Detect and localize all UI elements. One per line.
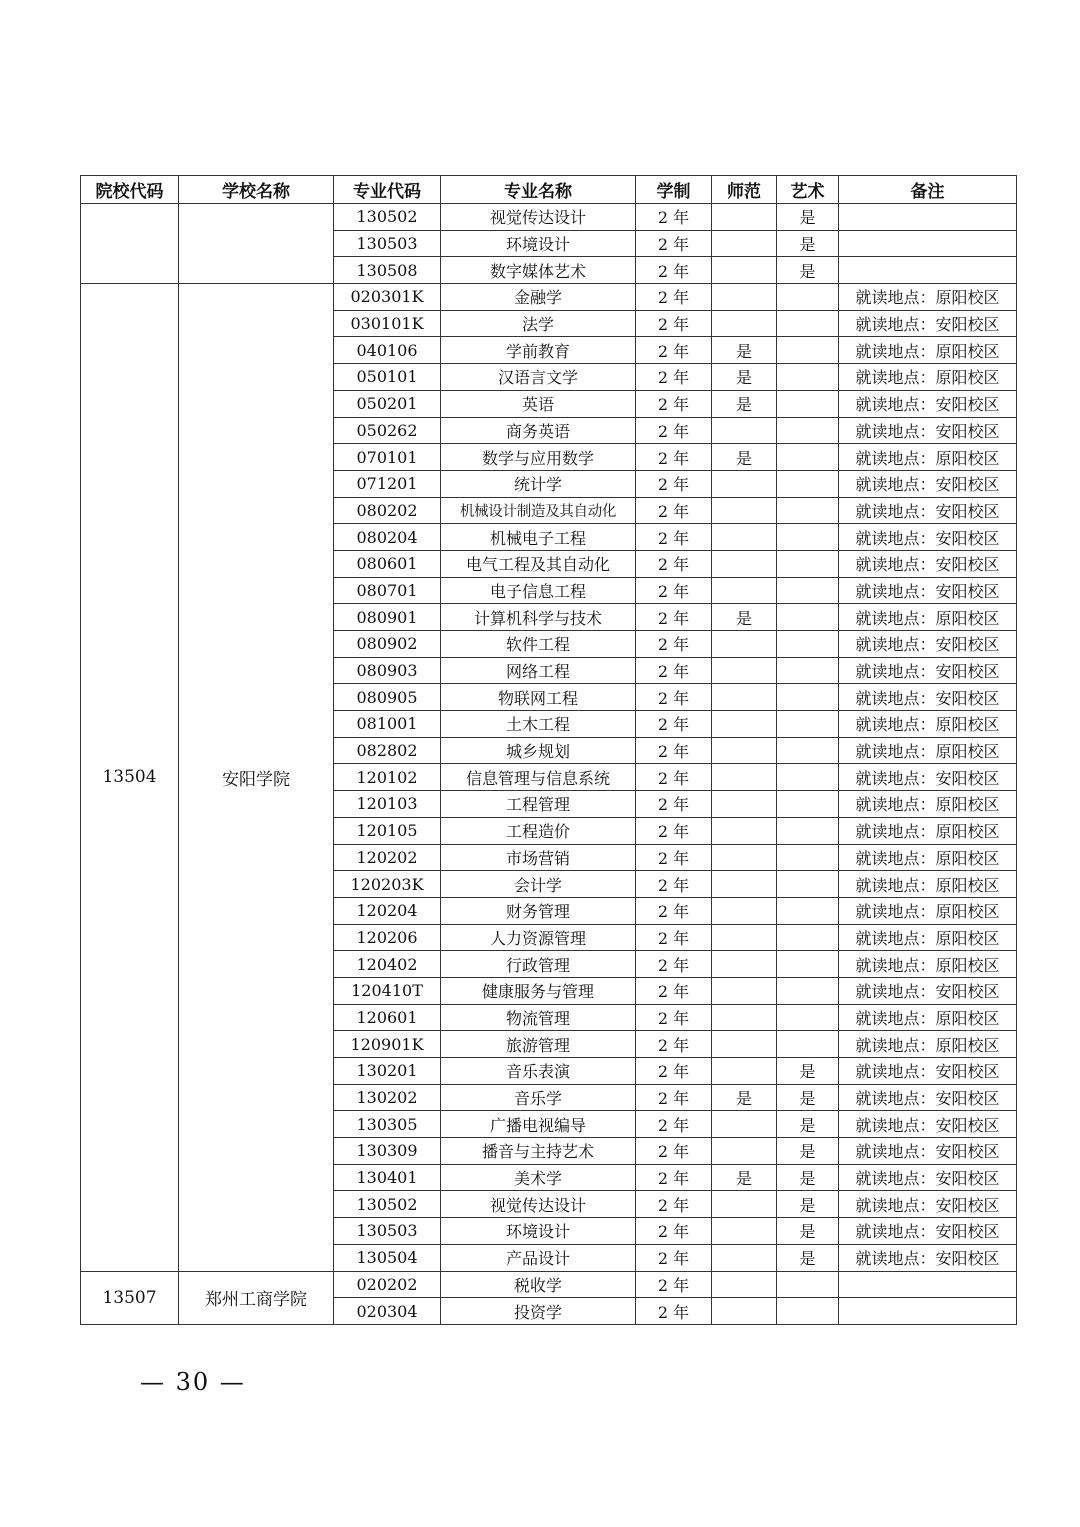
- major-code-cell: 130504: [334, 1244, 441, 1271]
- duration-cell: 2 年: [636, 1138, 712, 1165]
- table-row: [81, 284, 1017, 311]
- art-cell: [777, 711, 839, 738]
- art-cell: [777, 791, 839, 818]
- normal-cell: 是: [712, 364, 777, 391]
- normal-cell: [712, 550, 777, 577]
- major-code-cell: 030101K: [334, 310, 441, 337]
- note-cell: 就读地点：原阳校区: [839, 791, 1017, 818]
- normal-cell: [712, 417, 777, 444]
- normal-cell: [712, 310, 777, 337]
- note-cell: [839, 204, 1017, 231]
- art-cell: 是: [777, 257, 839, 284]
- duration-cell: 2 年: [636, 1191, 712, 1218]
- duration-cell: 2 年: [636, 1244, 712, 1271]
- major-name-cell: 信息管理与信息系统: [441, 764, 636, 791]
- duration-cell: 2 年: [636, 1164, 712, 1191]
- art-cell: 是: [777, 230, 839, 257]
- major-code-cell: 130508: [334, 257, 441, 284]
- duration-cell: 2 年: [636, 417, 712, 444]
- major-name-cell: 商务英语: [441, 417, 636, 444]
- school-code-cell: [81, 204, 179, 284]
- major-name-cell: 环境设计: [441, 230, 636, 257]
- table-header: [81, 176, 1017, 204]
- note-cell: 就读地点：安阳校区: [839, 1191, 1017, 1218]
- art-cell: 是: [777, 1058, 839, 1085]
- art-cell: [777, 364, 839, 391]
- duration-cell: 2 年: [636, 604, 712, 631]
- normal-cell: [712, 657, 777, 684]
- page-number: — 30 —: [140, 1368, 246, 1396]
- art-cell: [777, 390, 839, 417]
- duration-cell: 2 年: [636, 1111, 712, 1138]
- normal-cell: [712, 924, 777, 951]
- duration-cell: 2 年: [636, 817, 712, 844]
- art-cell: [777, 337, 839, 364]
- art-cell: 是: [777, 1218, 839, 1245]
- table-row: [81, 1271, 1017, 1298]
- major-code-cell: 130503: [334, 230, 441, 257]
- duration-cell: 2 年: [636, 310, 712, 337]
- note-cell: 就读地点：安阳校区: [839, 1218, 1017, 1245]
- major-name-cell: 音乐表演: [441, 1058, 636, 1085]
- major-name-cell: 视觉传达设计: [441, 1191, 636, 1218]
- note-cell: 就读地点：原阳校区: [839, 951, 1017, 978]
- school-name-cell: 安阳学院: [179, 284, 334, 1271]
- note-cell: 就读地点：安阳校区: [839, 657, 1017, 684]
- major-code-cell: 130309: [334, 1138, 441, 1165]
- major-name-cell: 税收学: [441, 1271, 636, 1298]
- note-cell: 就读地点：安阳校区: [839, 1058, 1017, 1085]
- duration-cell: 2 年: [636, 470, 712, 497]
- duration-cell: 2 年: [636, 711, 712, 738]
- note-cell: 就读地点：安阳校区: [839, 1111, 1017, 1138]
- major-name-cell: 物联网工程: [441, 684, 636, 711]
- normal-cell: [712, 817, 777, 844]
- major-code-cell: 080204: [334, 524, 441, 551]
- major-name-cell: 环境设计: [441, 1218, 636, 1245]
- note-cell: 就读地点：安阳校区: [839, 1164, 1017, 1191]
- normal-cell: [712, 791, 777, 818]
- note-cell: 就读地点：安阳校区: [839, 550, 1017, 577]
- normal-cell: [712, 577, 777, 604]
- normal-cell: 是: [712, 1164, 777, 1191]
- art-cell: [777, 924, 839, 951]
- normal-cell: 是: [712, 444, 777, 471]
- art-cell: [777, 897, 839, 924]
- duration-cell: 2 年: [636, 444, 712, 471]
- note-cell: 就读地点：安阳校区: [839, 524, 1017, 551]
- major-name-cell: 工程造价: [441, 817, 636, 844]
- note-cell: 就读地点：原阳校区: [839, 711, 1017, 738]
- header-major-code: 专业代码: [334, 176, 441, 204]
- normal-cell: [712, 1004, 777, 1031]
- duration-cell: 2 年: [636, 764, 712, 791]
- note-cell: 就读地点：原阳校区: [839, 897, 1017, 924]
- normal-cell: [712, 284, 777, 311]
- art-cell: 是: [777, 1138, 839, 1165]
- major-code-cell: 080902: [334, 631, 441, 658]
- major-code-cell: 120103: [334, 791, 441, 818]
- major-code-cell: 040106: [334, 337, 441, 364]
- header-art: 艺术: [777, 176, 839, 204]
- note-cell: 就读地点：原阳校区: [839, 604, 1017, 631]
- header-school-code: 院校代码: [81, 176, 179, 204]
- art-cell: [777, 657, 839, 684]
- art-cell: [777, 1031, 839, 1058]
- art-cell: 是: [777, 204, 839, 231]
- normal-cell: [712, 1058, 777, 1085]
- art-cell: [777, 684, 839, 711]
- duration-cell: 2 年: [636, 497, 712, 524]
- art-cell: [777, 550, 839, 577]
- header-major-name: 专业名称: [441, 176, 636, 204]
- art-cell: 是: [777, 1191, 839, 1218]
- normal-cell: 是: [712, 337, 777, 364]
- major-code-cell: 050262: [334, 417, 441, 444]
- major-name-cell: 机械电子工程: [441, 524, 636, 551]
- art-cell: [777, 1004, 839, 1031]
- header-school-name: 学校名称: [179, 176, 334, 204]
- major-code-cell: 081001: [334, 711, 441, 738]
- note-cell: 就读地点：安阳校区: [839, 684, 1017, 711]
- art-cell: [777, 631, 839, 658]
- normal-cell: [712, 1298, 777, 1325]
- major-name-cell: 城乡规划: [441, 737, 636, 764]
- note-cell: 就读地点：原阳校区: [839, 1031, 1017, 1058]
- major-name-cell: 广播电视编导: [441, 1111, 636, 1138]
- art-cell: [777, 737, 839, 764]
- normal-cell: [712, 524, 777, 551]
- duration-cell: 2 年: [636, 524, 712, 551]
- major-name-cell: 学前教育: [441, 337, 636, 364]
- major-name-cell: 计算机科学与技术: [441, 604, 636, 631]
- note-cell: [839, 230, 1017, 257]
- major-name-cell: 软件工程: [441, 631, 636, 658]
- duration-cell: 2 年: [636, 284, 712, 311]
- major-code-cell: 080701: [334, 577, 441, 604]
- duration-cell: 2 年: [636, 791, 712, 818]
- school-code-cell: 13507: [81, 1271, 179, 1324]
- major-code-cell: 080202: [334, 497, 441, 524]
- major-code-cell: 120203K: [334, 871, 441, 898]
- note-cell: 就读地点：安阳校区: [839, 1244, 1017, 1271]
- note-cell: 就读地点：安阳校区: [839, 1138, 1017, 1165]
- duration-cell: 2 年: [636, 364, 712, 391]
- major-code-cell: 130503: [334, 1218, 441, 1245]
- art-cell: 是: [777, 1084, 839, 1111]
- art-cell: [777, 1271, 839, 1298]
- normal-cell: 是: [712, 390, 777, 417]
- normal-cell: [712, 844, 777, 871]
- major-code-cell: 080903: [334, 657, 441, 684]
- header-duration: 学制: [636, 176, 712, 204]
- note-cell: 就读地点：原阳校区: [839, 924, 1017, 951]
- duration-cell: 2 年: [636, 230, 712, 257]
- duration-cell: 2 年: [636, 1218, 712, 1245]
- note-cell: 就读地点：原阳校区: [839, 364, 1017, 391]
- note-cell: 就读地点：原阳校区: [839, 844, 1017, 871]
- duration-cell: 2 年: [636, 577, 712, 604]
- header-normal: 师范: [712, 176, 777, 204]
- art-cell: 是: [777, 1244, 839, 1271]
- art-cell: [777, 444, 839, 471]
- art-cell: [777, 764, 839, 791]
- major-code-cell: 130202: [334, 1084, 441, 1111]
- major-code-cell: 120901K: [334, 1031, 441, 1058]
- major-name-cell: 播音与主持艺术: [441, 1138, 636, 1165]
- major-name-cell: 旅游管理: [441, 1031, 636, 1058]
- major-code-cell: 082802: [334, 737, 441, 764]
- major-code-cell: 020301K: [334, 284, 441, 311]
- note-cell: 就读地点：安阳校区: [839, 1084, 1017, 1111]
- normal-cell: [712, 257, 777, 284]
- normal-cell: [712, 230, 777, 257]
- normal-cell: [712, 977, 777, 1004]
- art-cell: [777, 284, 839, 311]
- duration-cell: 2 年: [636, 204, 712, 231]
- art-cell: [777, 497, 839, 524]
- duration-cell: 2 年: [636, 1084, 712, 1111]
- art-cell: [777, 1298, 839, 1325]
- major-name-cell: 市场营销: [441, 844, 636, 871]
- major-name-cell: 健康服务与管理: [441, 977, 636, 1004]
- major-name-cell: 汉语言文学: [441, 364, 636, 391]
- major-code-cell: 070101: [334, 444, 441, 471]
- duration-cell: 2 年: [636, 337, 712, 364]
- duration-cell: 2 年: [636, 844, 712, 871]
- note-cell: 就读地点：安阳校区: [839, 470, 1017, 497]
- major-name-cell: 人力资源管理: [441, 924, 636, 951]
- duration-cell: 2 年: [636, 1271, 712, 1298]
- major-code-cell: 071201: [334, 470, 441, 497]
- major-name-cell: 音乐学: [441, 1084, 636, 1111]
- major-name-cell: 电气工程及其自动化: [441, 550, 636, 577]
- major-code-cell: 120105: [334, 817, 441, 844]
- header-row: [81, 176, 1017, 204]
- note-cell: 就读地点：安阳校区: [839, 310, 1017, 337]
- major-code-cell: 120601: [334, 1004, 441, 1031]
- note-cell: 就读地点：原阳校区: [839, 444, 1017, 471]
- normal-cell: [712, 1244, 777, 1271]
- art-cell: [777, 977, 839, 1004]
- major-name-cell: 美术学: [441, 1164, 636, 1191]
- art-cell: [777, 524, 839, 551]
- note-cell: 就读地点：原阳校区: [839, 284, 1017, 311]
- major-code-cell: 120206: [334, 924, 441, 951]
- major-name-cell: 数学与应用数学: [441, 444, 636, 471]
- normal-cell: [712, 497, 777, 524]
- note-cell: [839, 1298, 1017, 1325]
- major-code-cell: 120202: [334, 844, 441, 871]
- major-code-cell: 130305: [334, 1111, 441, 1138]
- major-name-cell: 电子信息工程: [441, 577, 636, 604]
- school-code-cell: 13504: [81, 284, 179, 1271]
- duration-cell: 2 年: [636, 1004, 712, 1031]
- table-row: [81, 204, 1017, 231]
- major-name-cell: 会计学: [441, 871, 636, 898]
- note-cell: 就读地点：安阳校区: [839, 497, 1017, 524]
- art-cell: 是: [777, 1111, 839, 1138]
- major-name-cell: 机械设计制造及其自动化: [441, 497, 636, 524]
- major-name-cell: 数字媒体艺术: [441, 257, 636, 284]
- normal-cell: [712, 1191, 777, 1218]
- major-name-cell: 统计学: [441, 470, 636, 497]
- major-code-cell: 130401: [334, 1164, 441, 1191]
- normal-cell: [712, 684, 777, 711]
- major-name-cell: 物流管理: [441, 1004, 636, 1031]
- major-name-cell: 法学: [441, 310, 636, 337]
- art-cell: [777, 417, 839, 444]
- normal-cell: [712, 1271, 777, 1298]
- note-cell: 就读地点：原阳校区: [839, 817, 1017, 844]
- note-cell: [839, 257, 1017, 284]
- normal-cell: [712, 1138, 777, 1165]
- admissions-table: [80, 175, 1017, 1325]
- art-cell: [777, 310, 839, 337]
- major-code-cell: 130502: [334, 1191, 441, 1218]
- note-cell: 就读地点：原阳校区: [839, 337, 1017, 364]
- table-body: [81, 204, 1017, 1325]
- normal-cell: [712, 737, 777, 764]
- duration-cell: 2 年: [636, 737, 712, 764]
- major-code-cell: 120204: [334, 897, 441, 924]
- art-cell: [777, 604, 839, 631]
- major-name-cell: 投资学: [441, 1298, 636, 1325]
- major-code-cell: 120102: [334, 764, 441, 791]
- duration-cell: 2 年: [636, 684, 712, 711]
- note-cell: 就读地点：安阳校区: [839, 577, 1017, 604]
- major-code-cell: 120402: [334, 951, 441, 978]
- major-name-cell: 财务管理: [441, 897, 636, 924]
- normal-cell: [712, 1031, 777, 1058]
- major-name-cell: 产品设计: [441, 1244, 636, 1271]
- note-cell: 就读地点：原阳校区: [839, 1004, 1017, 1031]
- duration-cell: 2 年: [636, 977, 712, 1004]
- major-code-cell: 050101: [334, 364, 441, 391]
- note-cell: 就读地点：安阳校区: [839, 390, 1017, 417]
- art-cell: [777, 951, 839, 978]
- art-cell: [777, 577, 839, 604]
- major-name-cell: 视觉传达设计: [441, 204, 636, 231]
- major-code-cell: 050201: [334, 390, 441, 417]
- note-cell: 就读地点：安阳校区: [839, 764, 1017, 791]
- major-code-cell: 020202: [334, 1271, 441, 1298]
- normal-cell: [712, 951, 777, 978]
- art-cell: [777, 817, 839, 844]
- duration-cell: 2 年: [636, 257, 712, 284]
- normal-cell: [712, 764, 777, 791]
- duration-cell: 2 年: [636, 897, 712, 924]
- normal-cell: [712, 631, 777, 658]
- major-code-cell: 080901: [334, 604, 441, 631]
- normal-cell: [712, 871, 777, 898]
- note-cell: 就读地点：安阳校区: [839, 417, 1017, 444]
- school-name-cell: [179, 204, 334, 284]
- duration-cell: 2 年: [636, 924, 712, 951]
- major-name-cell: 英语: [441, 390, 636, 417]
- normal-cell: 是: [712, 1084, 777, 1111]
- normal-cell: 是: [712, 604, 777, 631]
- major-name-cell: 工程管理: [441, 791, 636, 818]
- duration-cell: 2 年: [636, 1058, 712, 1085]
- header-note: 备注: [839, 176, 1017, 204]
- normal-cell: [712, 204, 777, 231]
- major-name-cell: 行政管理: [441, 951, 636, 978]
- major-code-cell: 120410T: [334, 977, 441, 1004]
- duration-cell: 2 年: [636, 1298, 712, 1325]
- normal-cell: [712, 1218, 777, 1245]
- major-code-cell: 130502: [334, 204, 441, 231]
- duration-cell: 2 年: [636, 871, 712, 898]
- major-name-cell: 网络工程: [441, 657, 636, 684]
- note-cell: 就读地点：安阳校区: [839, 631, 1017, 658]
- school-name-cell: 郑州工商学院: [179, 1271, 334, 1324]
- duration-cell: 2 年: [636, 657, 712, 684]
- note-cell: 就读地点：原阳校区: [839, 737, 1017, 764]
- normal-cell: [712, 897, 777, 924]
- art-cell: [777, 871, 839, 898]
- art-cell: [777, 844, 839, 871]
- duration-cell: 2 年: [636, 1031, 712, 1058]
- art-cell: 是: [777, 1164, 839, 1191]
- major-name-cell: 土木工程: [441, 711, 636, 738]
- duration-cell: 2 年: [636, 390, 712, 417]
- duration-cell: 2 年: [636, 951, 712, 978]
- note-cell: [839, 1271, 1017, 1298]
- note-cell: 就读地点：安阳校区: [839, 977, 1017, 1004]
- art-cell: [777, 470, 839, 497]
- major-code-cell: 130201: [334, 1058, 441, 1085]
- major-code-cell: 020304: [334, 1298, 441, 1325]
- duration-cell: 2 年: [636, 631, 712, 658]
- major-code-cell: 080905: [334, 684, 441, 711]
- duration-cell: 2 年: [636, 550, 712, 577]
- normal-cell: [712, 711, 777, 738]
- major-code-cell: 080601: [334, 550, 441, 577]
- note-cell: 就读地点：原阳校区: [839, 871, 1017, 898]
- major-name-cell: 金融学: [441, 284, 636, 311]
- normal-cell: [712, 1111, 777, 1138]
- normal-cell: [712, 470, 777, 497]
